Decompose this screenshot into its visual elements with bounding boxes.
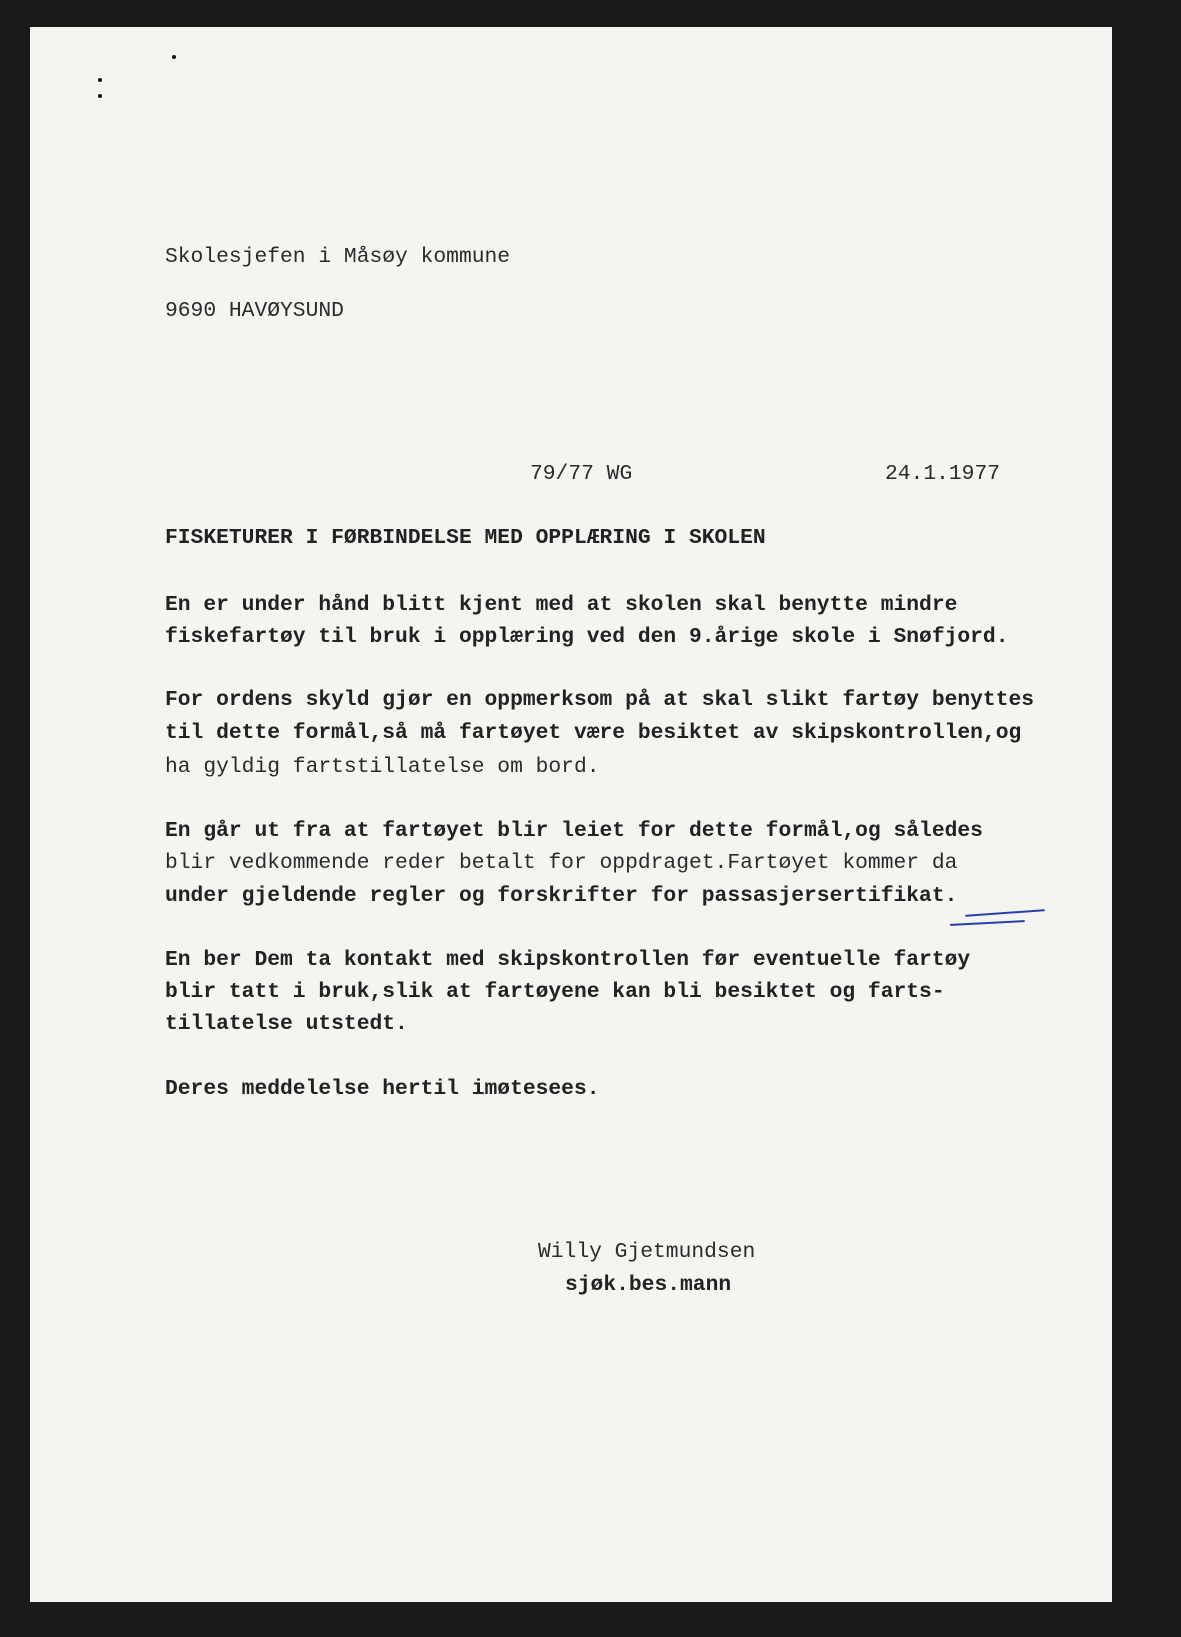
subject-heading: FISKETURER I FØRBINDELSE MED OPPLÆRING I SKOLEN [165, 526, 766, 550]
paragraph-line: ha gyldig fartstillatelse om bord. [165, 755, 600, 779]
paragraph-line: En går ut fra at fartøyet blir leiet for dette formål,og således [165, 819, 983, 843]
paragraph-line: fiskefartøy til bruk i opplæring ved den 9.årige skole i Snøfjord. [165, 625, 1009, 649]
paragraph-line: til dette formål,så må fartøyet være besiktet av skipskontrollen,og [165, 721, 1022, 745]
punch-mark [98, 94, 102, 98]
paragraph-line: tillatelse utstedt. [165, 1012, 408, 1036]
paragraph-line: blir tatt i bruk,slik at fartøyene kan bli besiktet og farts- [165, 980, 945, 1004]
paragraph-line: blir vedkommende reder betalt for oppdraget.Fartøyet kommer da [165, 851, 958, 875]
paragraph-line: En er under hånd blitt kjent med at skolen skal benytte mindre [165, 593, 958, 617]
paragraph-line: En ber Dem ta kontakt med skipskontrollen før eventuelle fartøy [165, 948, 971, 972]
signature-name: Willy Gjetmundsen [538, 1240, 756, 1264]
letter-date: 24.1.1977 [885, 462, 1001, 486]
paragraph-line: For ordens skyld gjør en oppmerksom på at skal slikt fartøy benyttes [165, 688, 1035, 712]
recipient-address: 9690 HAVØYSUND [165, 299, 344, 323]
recipient-name: Skolesjefen i Måsøy kommune [165, 245, 511, 269]
reference-number: 79/77 WG [530, 462, 633, 486]
signature-title: sjøk.bes.mann [565, 1273, 732, 1297]
paragraph-line: Deres meddelelse hertil imøtesees. [165, 1077, 600, 1101]
punch-mark [98, 78, 102, 82]
punch-mark [172, 55, 176, 59]
paragraph-line: under gjeldende regler og forskrifter for passasjersertifikat. [165, 884, 958, 908]
